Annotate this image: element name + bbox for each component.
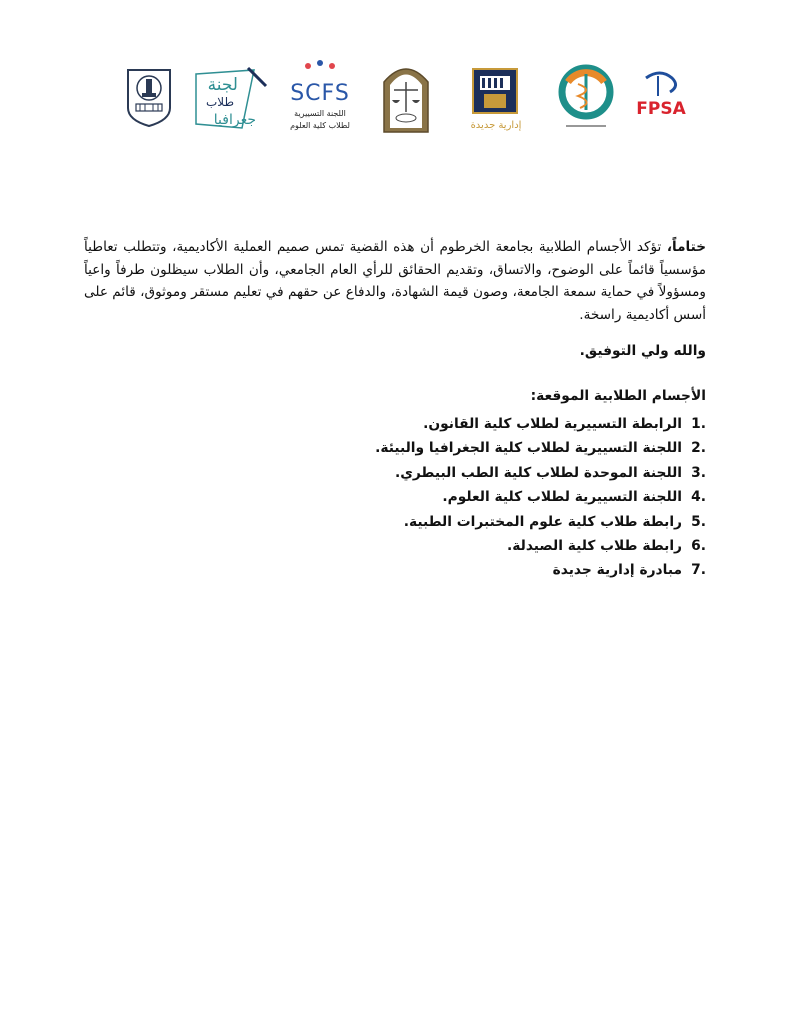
scfs-caption1: اللجنة التسييرية bbox=[294, 109, 346, 118]
list-item bbox=[84, 436, 706, 460]
list-item-text: رابطة طلاب كلية الصيدلة. bbox=[507, 538, 682, 555]
geography-logo-line2: طلاب bbox=[205, 95, 234, 109]
signers-list bbox=[84, 412, 706, 583]
list-item-number: 6. bbox=[691, 538, 706, 555]
geography-logo-line3: جغرافيا bbox=[213, 112, 256, 128]
list-item bbox=[84, 485, 706, 509]
document-body bbox=[84, 236, 706, 583]
science-faculty-committee-logo bbox=[288, 58, 352, 134]
fpsa-text: FPSA bbox=[636, 99, 686, 119]
new-administration-logo bbox=[470, 66, 522, 132]
signers-heading: الأجسام الطلابية الموقعة: bbox=[530, 388, 706, 404]
list-item bbox=[84, 461, 706, 485]
list-item-number: 1. bbox=[691, 416, 706, 432]
list-item-text: اللجنة التسييرية لطلاب كلية العلوم. bbox=[442, 489, 682, 506]
list-item-text: الرابطة التسييرية لطلاب كلية القانون. bbox=[423, 416, 682, 432]
list-item-number: 2. bbox=[691, 440, 706, 457]
new-admin-caption: إدارية جديدة bbox=[470, 120, 522, 131]
list-item-number: 5. bbox=[691, 513, 706, 530]
conclusion-text: تؤكد الأجسام الطلابية بجامعة الخرطوم أن هذه القضية تمس صميم العملية الأكاديمية، وتتطلب تعاطياً مؤسسياً قائماً على الوضوح، والاتساق، وتقديم الحقائق للرأي العام الجامعي، وأن الطلاب سيظلون طرفاً واعياً ومسؤولاً في حماية سمعة الجامعة، وصون قيمة الشهادة، والدفاع عن حقهم في تعليم مستقر وموثوق، قائم على أسس أكاديمية راسخة. bbox=[84, 239, 706, 323]
geography-committee-logo bbox=[194, 64, 268, 130]
list-item bbox=[84, 534, 706, 558]
conclusion-lead: ختاماً، bbox=[666, 239, 706, 255]
list-item-text: اللجنة التسييرية لطلاب كلية الجغرافيا والبيئة. bbox=[375, 440, 682, 457]
list-item-number: 7. bbox=[691, 562, 706, 579]
law-students-league-logo bbox=[376, 58, 436, 136]
scfs-caption2: لطلاب كلية العلوم bbox=[290, 121, 350, 130]
scfs-mark: SCFS bbox=[290, 81, 350, 106]
list-item bbox=[84, 558, 706, 582]
geography-logo-line1: لجنة bbox=[207, 75, 238, 95]
lab-sciences-logo bbox=[124, 66, 174, 128]
list-item bbox=[84, 412, 706, 436]
vet-medicine-logo bbox=[554, 62, 618, 132]
logo-strip bbox=[118, 56, 698, 142]
list-item-text: رابطة طلاب كلية علوم المختبرات الطبية. bbox=[403, 513, 682, 530]
conclusion-paragraph bbox=[84, 236, 706, 326]
list-item-number: 3. bbox=[691, 464, 706, 481]
list-item bbox=[84, 510, 706, 534]
closing-line: والله ولي التوفيق. bbox=[579, 343, 706, 359]
list-item-text: اللجنة الموحدة لطلاب كلية الطب البيطري. bbox=[394, 464, 682, 481]
fpsa-logo bbox=[630, 70, 692, 122]
list-item-text: مبادرة إدارية جديدة bbox=[552, 562, 682, 579]
list-item-number: 4. bbox=[691, 489, 706, 506]
